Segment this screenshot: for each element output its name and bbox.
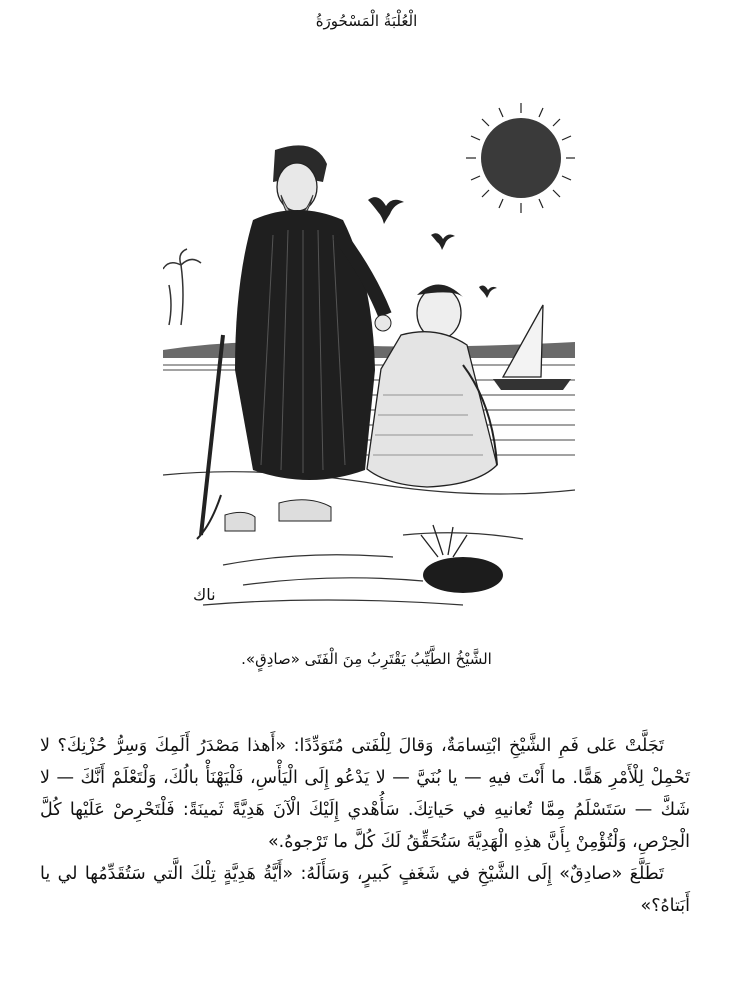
- artist-signature: ناك: [193, 585, 216, 604]
- old-man-figure: [197, 145, 391, 539]
- palm-tree-graphic: [163, 249, 201, 325]
- illustration-caption: الشَّيْخُ الطَّيِّبُ يَقْتَرِبُ مِنَ الْفَتَى «صادِقٍ».: [241, 650, 492, 668]
- story-illustration: [163, 95, 575, 620]
- sun-graphic: [466, 103, 575, 213]
- story-paragraph-1: تَجَلَّتْ عَلى فَمِ الشَّيْخِ ابْتِسامَةٌ، وَقالَ لِلْفَتى مُتَوَدِّدًا: «أَهذا مَصْدَرُ أَلَمِكَ وَسِرُّ حُزْنِكَ؟ لا تَحْمِلْ لِلْأَمْرِ هَمًّا. ما أَنْتَ فيهِ — يا بُنَيَّ — لا يَدْعُو إِلَى الْيَأْسِ، فَلْيَهْنَأْ بالُكَ، وَلْتَعْلَمْ أَنَّكَ — لا شَكَّ — سَتَسْلَمُ مِمَّا تُعانيهِ في حَياتِكَ. سَأُهْدي إِلَيْكَ الْآنَ هَدِيَّةً ثَمينَةً: فَلْتَحْرِصْ عَلَيْها كُلَّ الْحِرْصِ، وَلْتُؤْمِنْ بِأَنَّ هذِهِ الْهَدِيَّةَ سَتُحَقِّقُ لَكَ كُلَّ ما تَرْجوهُ.»: [40, 736, 690, 852]
- page-header-title: الْعُلْبَةُ الْمَسْحُورَةُ: [315, 12, 418, 30]
- birds-graphic: [368, 197, 497, 298]
- story-paragraph-2: تَطَلَّعَ «صادِقٌ» إِلَى الشَّيْخِ في شَغَفٍ كَبيرٍ، وَسَأَلَهُ: «أَيَّةُ هَدِيَّةٍ تِلْكَ الَّتي سَتُقَدِّمُها لي يا أَبَتاهُ؟»: [40, 864, 690, 916]
- young-man-figure: [367, 284, 497, 487]
- ground-graphic: [163, 472, 575, 605]
- story-body: [40, 730, 690, 922]
